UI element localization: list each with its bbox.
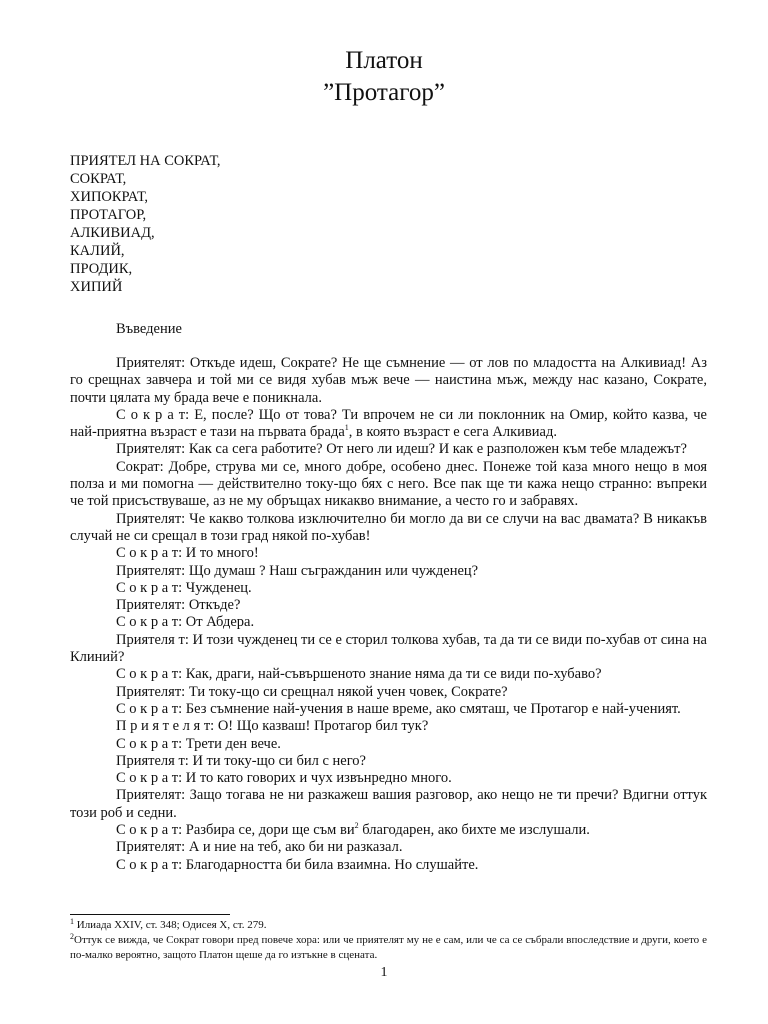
dialogue-paragraph — [70, 597, 707, 614]
speaker: Приятеля т: — [116, 631, 189, 648]
footnote — [70, 933, 707, 963]
speech: Чужденец. — [182, 579, 252, 596]
speaker: С о к р а т: — [116, 770, 183, 787]
character-item: ПРОТАГОР, — [70, 207, 147, 223]
speaker: С о к р а т: — [116, 545, 183, 562]
dialogue-paragraph — [70, 822, 707, 839]
character-item: ХИПОКРАТ, — [70, 189, 148, 205]
characters-list — [70, 152, 220, 296]
speech: От Абдера. — [182, 614, 255, 631]
speaker: Приятелят: — [116, 562, 186, 579]
character-item: КАЛИЙ, — [70, 243, 125, 259]
dialogue-paragraph — [70, 701, 707, 718]
speaker: С о к р а т: — [116, 579, 183, 596]
speech: Че какво толкова изключително би могло да ви се случи на вас двамата? В никакъв случай не си срещал в този град някой по-хубав! — [70, 510, 707, 544]
speaker: Приятелят: — [116, 355, 186, 371]
dialogue-body — [70, 355, 707, 874]
footnote-divider — [70, 914, 230, 915]
speech: Откъде? — [185, 597, 241, 614]
speaker: С о к р а т: — [116, 614, 183, 631]
footnote — [70, 918, 707, 933]
dialogue-paragraph — [70, 545, 707, 562]
speech: Без съмнение най-учения в наше време, ако смяташ, че Протагор е най-ученият. — [182, 700, 681, 717]
speech: И ти току-що си бил с него? — [188, 752, 366, 769]
speech: Трети ден вече. — [182, 735, 281, 752]
dialogue-paragraph — [70, 441, 707, 458]
speech: Откъде идеш, Сократе? Не ще съмнение — от лов по младостта на Алкивиад! Аз го срещнах завчера и той ми се видя хубав мъж вече — наистина мъж, между нас казано, Сократе, почти цялата му брада вече е поникнала. — [70, 355, 707, 406]
dialogue-paragraph — [70, 614, 707, 631]
dialogue-paragraph — [70, 839, 707, 856]
dialogue-paragraph — [70, 736, 707, 753]
speech: И то като говорих и чух извънредно много. — [182, 770, 452, 787]
dialogue-paragraph — [70, 511, 707, 546]
dialogue-paragraph — [70, 684, 707, 701]
speech: Благодарността би била взаимна. Но слушайте. — [182, 856, 479, 873]
footnote-text: Оттук се вижда, че Сократ говори пред повече хора: или че приятелят му не е сам, или че са се събрали впоследствие и други, което е по-малко вероятно, защото Платон щеше да го изтъкне в сцената. — [70, 934, 707, 961]
dialogue-paragraph — [70, 355, 707, 407]
footnote-ref: 2 — [354, 821, 359, 831]
character-item: ПРОДИК, — [70, 261, 133, 277]
speaker: С о к р а т: — [116, 856, 183, 873]
footnote-text: Илиада XXIV, ст. 348; Одисея X, ст. 279. — [74, 919, 267, 931]
speaker: Приятелят: — [116, 787, 186, 804]
speech: Разбира се, дори ще съм ви — [182, 822, 355, 839]
character-item: ПРИЯТЕЛ НА СОКРАТ, — [70, 153, 221, 169]
character-item: ХИПИЙ — [70, 279, 123, 295]
author-title: Платон — [345, 47, 423, 74]
page-number: 1 — [380, 965, 388, 980]
dialogue-paragraph — [70, 632, 707, 667]
speech: Как са сега работите? От него ли идеш? И как е разположен към тебе младежът? — [185, 441, 687, 458]
dialogue-paragraph — [70, 666, 707, 683]
speaker: Приятелят: — [116, 683, 186, 700]
speaker: Приятеля т: — [116, 752, 189, 769]
speaker: С о к р а т: — [116, 406, 190, 423]
dialogue-paragraph — [70, 770, 707, 787]
speech: О! Що казваш! Протагор бил тук? — [214, 718, 429, 735]
speaker: С о к р а т: — [116, 822, 183, 839]
dialogue-paragraph — [70, 563, 707, 580]
speaker: Приятелят: — [116, 839, 186, 856]
speaker: Приятелят: — [116, 510, 186, 527]
speaker: С о к р а т: — [116, 735, 183, 752]
speaker: С о к р а т: — [116, 700, 183, 717]
dialogue-paragraph — [70, 753, 707, 770]
footnote-ref: 1 — [344, 423, 349, 433]
speaker: Сократ: — [116, 458, 164, 475]
speaker: Приятелят: — [116, 441, 186, 458]
speech: Е, после? Що от това? Ти впрочем не си ли поклонник на Омир, който казва, че най-приятна възраст е тази на първата брада — [70, 406, 707, 441]
speech: Добре, струва ми се, много добре, особено днес. Понеже той каза много нещо в моя полза и ми помогна — действително току-що бях с него. Все пак ще ти кажа нещо странно: въпреки че той присъствуваше, аз не му обръщах никакво внимание, а често го и забравях. — [70, 458, 707, 510]
speech: Ти току-що си срещнал някой учен човек, Сократе? — [185, 683, 508, 700]
speech: А и ние на теб, ако би ни разказал. — [185, 839, 403, 856]
speaker: П р и я т е л я т: — [116, 718, 215, 735]
speech: Защо тогава не ни разкажеш вашия разговор, ако нещо не ти пречи? Вдигни оттук този роб и седни. — [70, 787, 707, 821]
speaker: Приятелят: — [116, 597, 186, 614]
speech: И то много! — [182, 545, 259, 562]
dialogue-paragraph — [70, 857, 707, 874]
character-item: СОКРАТ, — [70, 171, 127, 187]
work-title: ”Протагор” — [323, 79, 445, 106]
dialogue-paragraph — [70, 407, 707, 442]
footnote-mark: 2 — [70, 932, 74, 941]
footnote-mark: 1 — [70, 917, 74, 926]
dialogue-paragraph — [70, 459, 707, 511]
section-heading: Въведение — [116, 321, 182, 337]
speech: Как, драги, най-съвършеното знание няма да ти се види по-хубаво? — [182, 666, 602, 683]
dialogue-paragraph — [70, 580, 707, 597]
dialogue-paragraph — [70, 718, 707, 735]
speech: И този чужденец ти се е сторил толкова хубав, та да ти се види по-хубав от сина на Клиний? — [70, 631, 707, 666]
speech: , в която възраст е сега Алкивиад. — [348, 424, 557, 441]
speech: Що думаш ? Наш съгражданин или чужденец? — [185, 562, 479, 579]
character-item: АЛКИВИАД, — [70, 225, 155, 241]
speaker: С о к р а т: — [116, 666, 183, 683]
speech: благодарен, ако бихте ме изслушали. — [358, 822, 590, 839]
dialogue-paragraph — [70, 787, 707, 822]
